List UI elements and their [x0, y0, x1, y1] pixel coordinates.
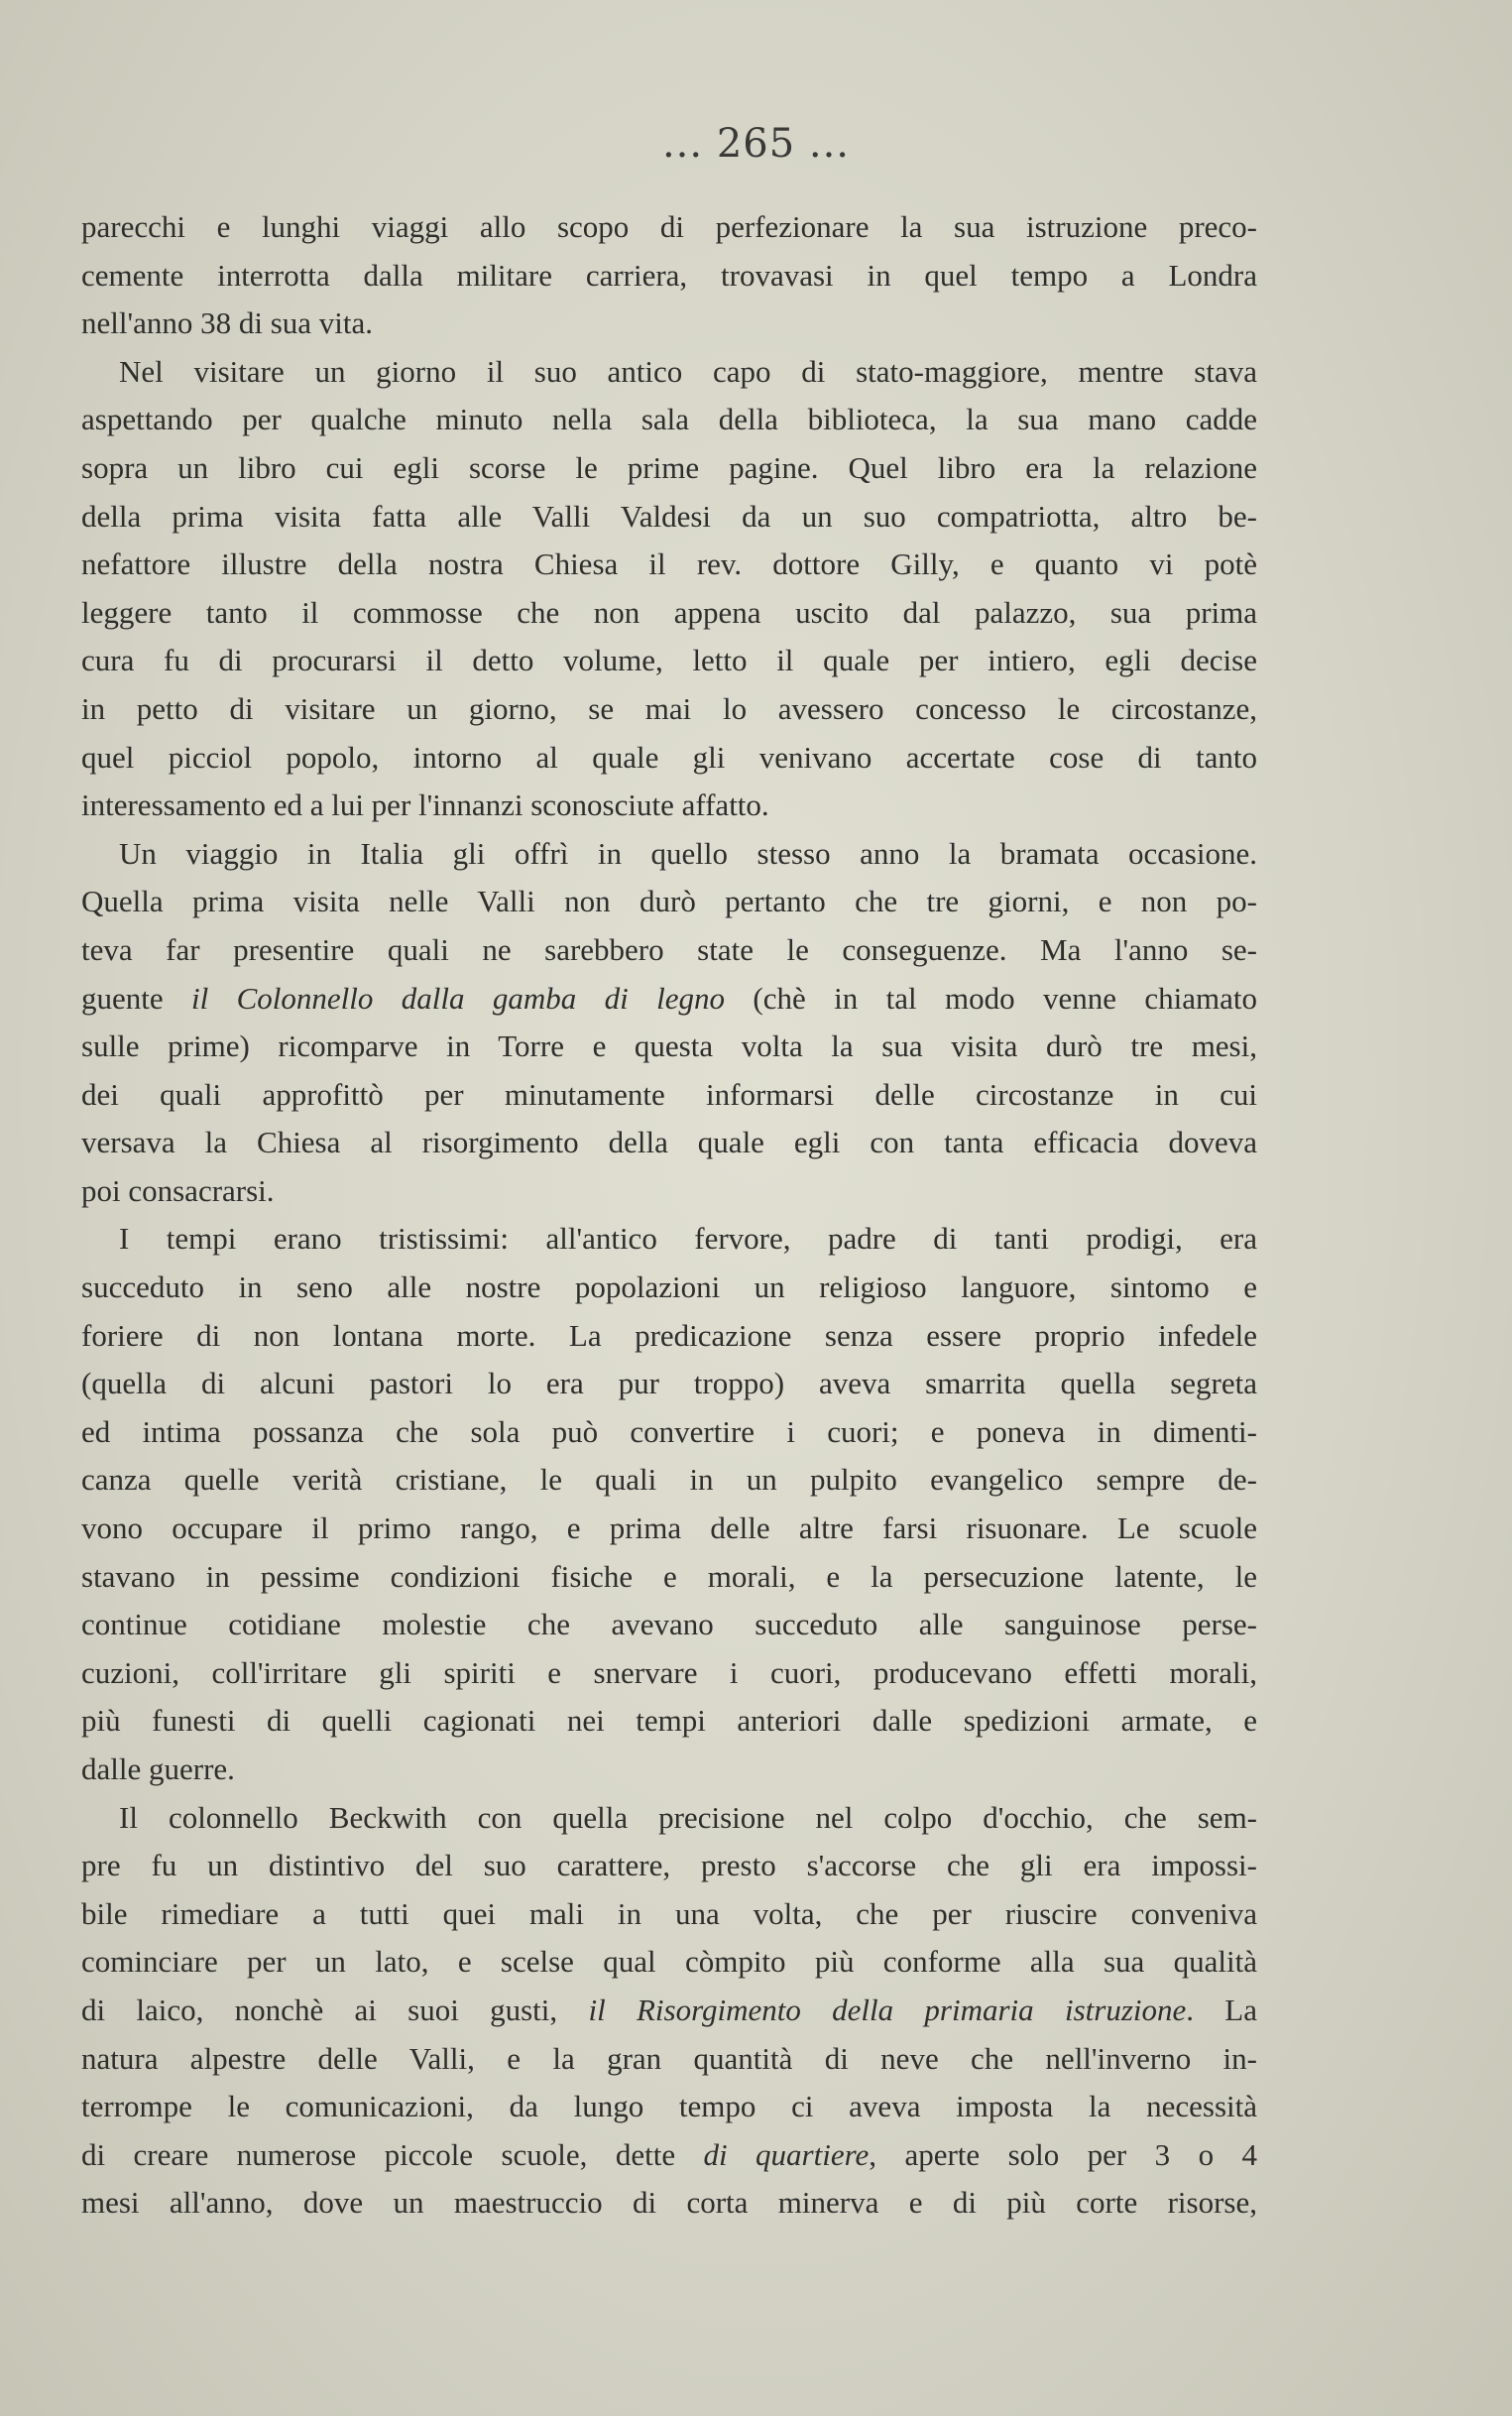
text-run: ed intima possanza che sola può convertire i cuori; e poneva in dimenti-	[81, 1413, 1257, 1449]
text-run: mesi all'anno, dove un maestruccio di corta minerva e di più corte risorse,	[81, 2185, 1257, 2221]
text-line	[81, 1119, 1257, 1167]
text-line	[81, 1938, 1257, 1987]
text-run: di laico, nonchè ai suoi gusti,	[81, 1992, 589, 2027]
text-run: dalle guerre.	[81, 1752, 235, 1786]
italic-text-run: il Colonnello dalla gamba di legno	[191, 980, 726, 1016]
text-run: nefattore illustre della nostra Chiesa il rev. dottore Gilly, e quanto vi potè	[81, 546, 1257, 582]
text-run: poi consacrarsi.	[81, 1172, 275, 1208]
text-run: più funesti di quelli cagionati nei tempi anteriori dalle spedizioni armate, e	[81, 1703, 1257, 1739]
text-line	[81, 830, 1257, 879]
text-line	[81, 1794, 1257, 1843]
text-line	[81, 1264, 1257, 1312]
text-line	[81, 252, 1257, 301]
text-line	[81, 1890, 1257, 1939]
text-run: Quella prima visita nelle Valli non durò pertanto che tre giorni, e non po-	[81, 884, 1257, 919]
text-run: guente	[81, 980, 192, 1016]
text-line	[81, 878, 1257, 926]
text-line	[81, 1360, 1257, 1408]
text-line	[81, 1553, 1257, 1602]
text-run: Un viaggio in Italia gli offrì in quello stesso anno la bramata occasione.	[119, 835, 1257, 871]
text-line	[81, 541, 1257, 589]
text-line	[81, 1167, 1257, 1216]
text-run: stavano in pessime condizioni fisiche e morali, e la persecuzione latente, le	[81, 1558, 1257, 1594]
text-line	[81, 1842, 1257, 1890]
text-run: terrompe le comunicazioni, da lungo tempo ci aveva imposta la necessità	[81, 2089, 1257, 2124]
text-line	[81, 1746, 1257, 1794]
text-line	[81, 203, 1257, 252]
text-run: I tempi erano tristissimi: all'antico fervore, padre di tanti prodigi, era	[119, 1221, 1257, 1257]
text-line	[81, 2179, 1257, 2228]
text-run: versava la Chiesa al risorgimento della quale egli con tanta efficacia doveva	[81, 1125, 1257, 1160]
text-run: bile rimediare a tutti quei mali in una volta, che per riuscire conveniva	[81, 1895, 1257, 1931]
text-line	[81, 975, 1257, 1024]
text-line	[81, 926, 1257, 975]
text-run: continue cotidiane molestie che avevano succeduto alle sanguinose perse-	[81, 1607, 1257, 1642]
text-run: , aperte solo per 3 o 4	[869, 2136, 1257, 2172]
text-run: cuzioni, coll'irritare gli spiriti e snervare i cuori, producevano effetti morali,	[81, 1654, 1257, 1690]
text-line	[81, 1697, 1257, 1746]
text-line	[81, 444, 1257, 493]
text-line	[81, 2035, 1257, 2084]
text-run: (chè in tal modo venne chiamato	[725, 980, 1257, 1016]
text-line	[81, 782, 1257, 830]
text-run: cura fu di procurarsi il detto volume, letto il quale per intiero, egli decise	[81, 643, 1257, 678]
text-line	[81, 2083, 1257, 2131]
text-run: sulle prime) ricomparve in Torre e questa volta la sua visita durò tre mesi,	[81, 1028, 1257, 1064]
text-line	[81, 1312, 1257, 1361]
text-line	[81, 1071, 1257, 1120]
text-line	[81, 1215, 1257, 1264]
text-line	[81, 300, 1257, 348]
page-number-header: ... 265 ...	[661, 121, 851, 167]
text-line	[81, 685, 1257, 734]
italic-text-run: di quartiere	[703, 2136, 870, 2172]
text-run: (quella di alcuni pastori lo era pur troppo) aveva smarrita quella segreta	[81, 1366, 1257, 1401]
text-run: in petto di visitare un giorno, se mai lo avessero concesso le circostanze,	[81, 690, 1257, 726]
text-run: Il colonnello Beckwith con quella precisione nel colpo d'occhio, che sem-	[119, 1799, 1257, 1835]
text-run: parecchi e lunghi viaggi allo scopo di perfezionare la sua istruzione preco-	[81, 209, 1257, 244]
text-run: sopra un libro cui egli scorse le prime pagine. Quel libro era la relazione	[81, 449, 1257, 485]
text-line	[81, 589, 1257, 638]
text-run: succeduto in seno alle nostre popolazioni un religioso languore, sintomo e	[81, 1269, 1257, 1305]
text-line	[81, 1456, 1257, 1505]
text-run: aspettando per qualche minuto nella sala della biblioteca, la sua mano cadde	[81, 402, 1257, 437]
text-run: vono occupare il primo rango, e prima delle altre farsi risuonare. Le scuole	[81, 1510, 1257, 1546]
text-run: della prima visita fatta alle Valli Valdesi da un suo compatriotta, altro be-	[81, 498, 1257, 534]
text-line	[81, 1601, 1257, 1649]
text-run: foriere di non lontana morte. La predicazione senza essere proprio infedele	[81, 1317, 1257, 1353]
text-line	[81, 348, 1257, 397]
italic-text-run: il Risorgimento della primaria istruzione	[588, 1992, 1187, 2027]
text-run: di creare numerose piccole scuole, dette	[81, 2136, 704, 2172]
text-line	[81, 637, 1257, 685]
text-run: quel picciol popolo, intorno al quale gli venivano accertate cose di tanto	[81, 739, 1257, 775]
text-run: teva far presentire quali ne sarebbero state le conseguenze. Ma l'anno se-	[81, 931, 1257, 967]
text-run: canza quelle verità cristiane, le quali in un pulpito evangelico sempre de-	[81, 1462, 1257, 1498]
text-line	[81, 1023, 1257, 1071]
text-line	[81, 1649, 1257, 1698]
text-run: cominciare per un lato, e scelse qual còmpito più conforme alla sua qualità	[81, 1944, 1257, 1980]
text-line	[81, 1987, 1257, 2035]
text-line	[81, 1505, 1257, 1553]
body-text	[81, 203, 1257, 2228]
text-run: cemente interrotta dalla militare carriera, trovavasi in quel tempo a Londra	[81, 257, 1257, 293]
text-line	[81, 1408, 1257, 1457]
text-run: dei quali approfittò per minutamente informarsi delle circostanze in cui	[81, 1076, 1257, 1112]
text-line	[81, 396, 1257, 444]
text-run: leggere tanto il commosse che non appena uscito dal palazzo, sua prima	[81, 594, 1257, 630]
text-line	[81, 493, 1257, 542]
text-run: interessamento ed a lui per l'innanzi sconosciute affatto.	[81, 787, 769, 823]
text-run: Nel visitare un giorno il suo antico capo di stato-maggiore, mentre stava	[119, 353, 1257, 389]
text-run: pre fu un distintivo del suo carattere, presto s'accorse che gli era impossi-	[81, 1848, 1257, 1883]
text-run: nell'anno 38 di sua vita.	[81, 305, 374, 341]
text-run: natura alpestre delle Valli, e la gran quantità di neve che nell'inverno in-	[81, 2040, 1257, 2076]
text-run: . La	[1186, 1992, 1258, 2027]
text-line	[81, 2131, 1257, 2180]
text-line	[81, 734, 1257, 783]
